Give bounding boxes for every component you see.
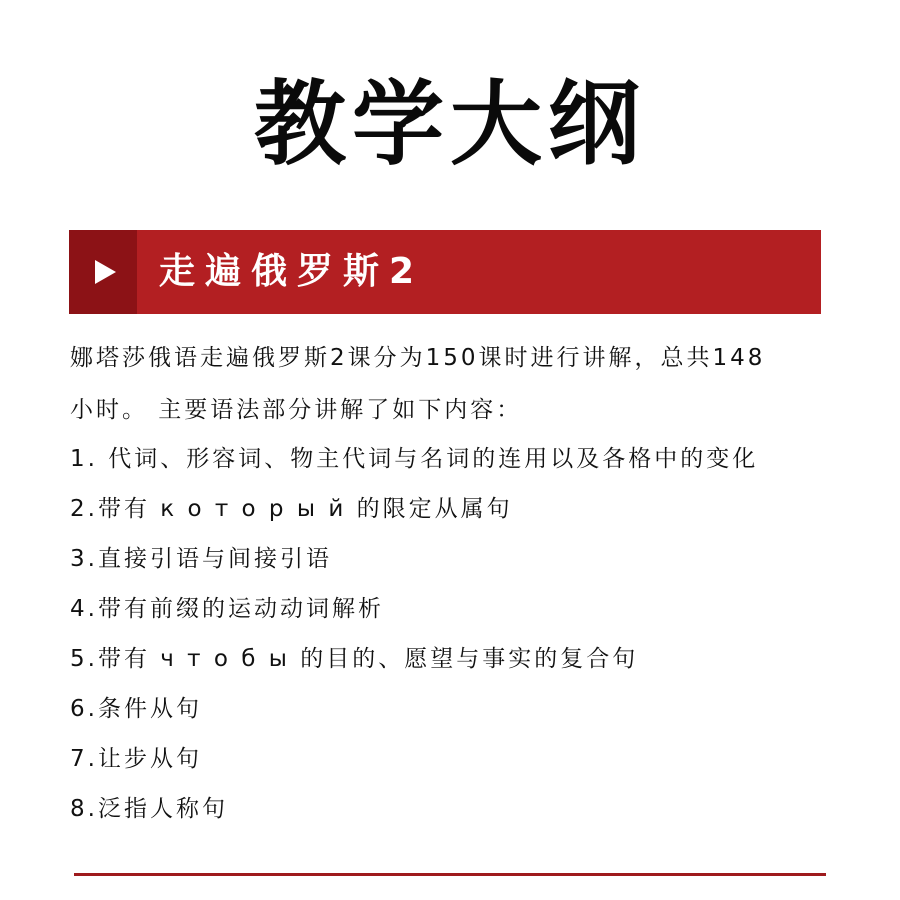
topic-item: 7.让步从句	[70, 746, 202, 772]
topic-item: 3.直接引语与间接引语	[70, 546, 332, 572]
topic-item: 6.条件从句	[70, 696, 202, 722]
topic-item: 2.带有 к о т о р ы й 的限定从属句	[70, 496, 513, 522]
page-title: 教学大纲	[253, 71, 646, 178]
banner-title: 走遍俄罗斯2	[159, 251, 425, 292]
topic-item: 5.带有 ч т о б ы 的目的、愿望与事实的复合句	[70, 646, 639, 672]
play-icon	[95, 260, 116, 284]
topic-item: 1. 代词、形容词、物主代词与名词的连用以及各格中的变化	[70, 446, 759, 472]
topic-item: 4.带有前缀的运动动词解析	[70, 596, 384, 622]
topic-list	[70, 434, 830, 834]
bottom-divider	[74, 873, 826, 876]
banner-icon-box	[69, 230, 137, 314]
intro-line: 娜塔莎俄语走遍俄罗斯2课分为150课时进行讲解，总共148	[70, 345, 766, 371]
intro-line: 小时。 主要语法部分讲解了如下内容：	[70, 397, 523, 423]
intro-paragraph	[70, 332, 830, 436]
section-banner	[69, 230, 821, 314]
topic-item: 8.泛指人称句	[70, 796, 228, 822]
